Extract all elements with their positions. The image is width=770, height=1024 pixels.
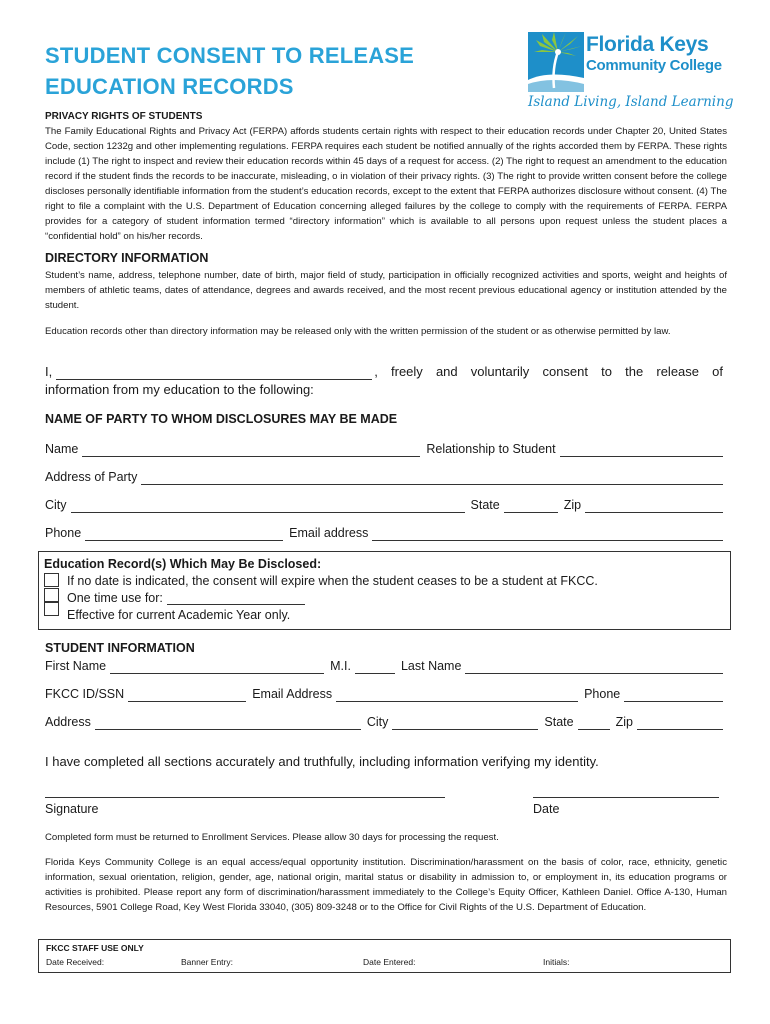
first-name-label: First Name bbox=[45, 659, 107, 673]
student-address-field[interactable] bbox=[95, 716, 361, 730]
records-option-3-label: Effective for current Academic Year only. bbox=[67, 608, 291, 622]
staff-use-box bbox=[38, 939, 731, 973]
party-state-label: State bbox=[470, 498, 500, 512]
signature-label: Signature bbox=[45, 802, 99, 816]
party-city-field[interactable] bbox=[71, 499, 465, 513]
relationship-field[interactable] bbox=[560, 443, 723, 457]
logo-wordmark bbox=[586, 35, 728, 76]
directory-body: Student’s name, address, telephone number, date of birth, major field of study, participation in officially recognized activities and sports, weight and heights of members of athletic teams, dates of attendance, degrees and awards received, and the most recent previous educational agency or institution attended by the student. bbox=[45, 270, 727, 311]
first-name-field[interactable] bbox=[110, 660, 324, 674]
party-name-row bbox=[45, 441, 723, 457]
student-id-row bbox=[45, 686, 723, 702]
party-city-row bbox=[45, 497, 723, 513]
privacy-body: The Family Educational Rights and Privacy Act (FERPA) affords students certain rights with respect to their education records under Chapter 20, United States Code, section 1232g and other implementing regulations. FERPA requires each student be notified annually of the rights accorded them by FERPA. These rights include (1) The right to inspect and review their education records within 45 days of a request for access. (2) The right to request an amendment to the education record if the student finds the records to be inaccurate, misleading, o in violation of their privacy rights. (3) The right to provide written consent before the college discloses personally identifiable information from the student’s education records, except to the extent that FERPA authorizes disclosure without consent. (4) The right to file a complaint with the U.S. Department of Education concerning alleged failures by the college to comply with the requirements of FERPA. FERPA provides for a category of student information termed “directory information” which is available to all persons upon request unless the student places a “confidential hold” on his/her records. bbox=[45, 126, 727, 242]
student-email-field[interactable] bbox=[336, 688, 578, 702]
records-heading: Education Record(s) Which May Be Disclosed: bbox=[44, 557, 322, 571]
palm-tree-icon bbox=[528, 32, 586, 94]
records-option-1-label: If no date is indicated, the consent will expire when the student ceases to be a student at FKCC. bbox=[67, 574, 598, 588]
logo-name-line1: Florida Keys bbox=[586, 33, 709, 56]
records-option-2 bbox=[67, 591, 305, 605]
student-city-field[interactable] bbox=[392, 716, 538, 730]
records-option-2-checkbox[interactable] bbox=[44, 588, 59, 602]
party-phone-field[interactable] bbox=[85, 527, 283, 541]
logo-tagline: Island Living, Island Learning bbox=[528, 94, 734, 110]
last-name-label: Last Name bbox=[400, 659, 462, 673]
student-name-row bbox=[45, 658, 723, 674]
student-heading: STUDENT INFORMATION bbox=[45, 641, 195, 655]
equal-access-statement bbox=[45, 855, 727, 915]
directory-section bbox=[45, 250, 727, 339]
college-logo bbox=[528, 32, 734, 114]
party-email-label: Email address bbox=[289, 526, 369, 540]
consent-prefix: I, bbox=[45, 364, 53, 379]
party-zip-label: Zip bbox=[563, 498, 582, 512]
mi-label: M.I. bbox=[330, 659, 351, 673]
privacy-rights-section bbox=[45, 110, 727, 244]
student-city-label: City bbox=[366, 715, 389, 729]
student-address-label: Address bbox=[45, 715, 91, 729]
student-phone-label: Phone bbox=[584, 687, 621, 701]
student-state-label: State bbox=[544, 715, 574, 729]
party-zip-field[interactable] bbox=[585, 499, 723, 513]
date-field[interactable] bbox=[533, 784, 719, 798]
directory-note: Education records other than directory information may be released only with the written permission of the student or as otherwise permitted by law. bbox=[45, 326, 671, 337]
party-address-field[interactable] bbox=[141, 471, 723, 485]
party-name-label: Name bbox=[45, 442, 79, 456]
party-address-row bbox=[45, 469, 723, 485]
party-phone-row bbox=[45, 525, 723, 541]
return-note bbox=[45, 830, 727, 845]
party-heading: NAME OF PARTY TO WHOM DISCLOSURES MAY BE MADE bbox=[45, 412, 398, 426]
staff-heading: FKCC STAFF USE ONLY bbox=[46, 943, 144, 953]
party-address-label: Address of Party bbox=[45, 470, 138, 484]
date-entered-label: Date Entered: bbox=[363, 957, 416, 967]
student-zip-field[interactable] bbox=[637, 716, 723, 730]
student-zip-label: Zip bbox=[615, 715, 633, 729]
last-name-field[interactable] bbox=[465, 660, 723, 674]
return-note-text: Completed form must be returned to Enrollment Services. Please allow 30 days for processing the request. bbox=[45, 832, 499, 843]
page-title-line2: EDUCATION RECORDS bbox=[45, 74, 294, 99]
page-title bbox=[45, 40, 485, 102]
student-id-field[interactable] bbox=[128, 688, 246, 702]
party-city-label: City bbox=[45, 498, 67, 512]
student-phone-field[interactable] bbox=[624, 688, 723, 702]
records-option-2-label: One time use for: bbox=[67, 591, 163, 605]
student-id-label: FKCC ID/SSN bbox=[45, 687, 125, 701]
signature-field[interactable] bbox=[45, 784, 445, 798]
equal-access-text: Florida Keys Community College is an equal access/equal opportunity institution. Discrimination/harassment on the basis of color, race, ethnicity, genetic information, sexual orientation, religion, gender, age, national origin, marital status or disability in admission to, or employment in, its education programs or activities is prohibited. Please report any form of discrimination/harassment immediately to the College’s Equity Officer, Kathleen Daniel. Office A-130, Human Resources, 5901 College Road, Key West Florida 33040, (305) 809-3248 or to the Office for Civil Rights of the U.S. Department of Education. bbox=[45, 857, 727, 913]
mi-field[interactable] bbox=[355, 660, 395, 674]
consent-line2: information from my education to the following: bbox=[45, 382, 314, 397]
date-received-label: Date Received: bbox=[46, 957, 105, 967]
one-time-use-field[interactable] bbox=[167, 591, 305, 605]
directory-heading: DIRECTORY INFORMATION bbox=[45, 251, 209, 265]
consent-name-field[interactable] bbox=[56, 366, 372, 380]
party-phone-label: Phone bbox=[45, 526, 82, 540]
certification-statement: I have completed all sections accurately and truthfully, including information verifying my identity. bbox=[45, 754, 599, 769]
consent-line bbox=[45, 364, 723, 380]
student-email-label: Email Address bbox=[252, 687, 333, 701]
records-box bbox=[38, 551, 731, 630]
privacy-heading: PRIVACY RIGHTS OF STUDENTS bbox=[45, 111, 203, 122]
date-label: Date bbox=[533, 802, 560, 816]
consent-suffix: , freely and voluntarily consent to the release of bbox=[374, 364, 723, 379]
page-title-line1: STUDENT CONSENT TO RELEASE bbox=[45, 43, 415, 68]
records-option-1-checkbox[interactable] bbox=[44, 573, 59, 587]
relationship-label: Relationship to Student bbox=[426, 442, 556, 456]
student-address-row bbox=[45, 714, 723, 730]
logo-name-line2: Community College bbox=[586, 57, 722, 74]
party-email-field[interactable] bbox=[372, 527, 723, 541]
party-state-field[interactable] bbox=[504, 499, 558, 513]
records-option-3-checkbox[interactable] bbox=[44, 602, 59, 616]
banner-entry-label: Banner Entry: bbox=[181, 957, 233, 967]
student-state-field[interactable] bbox=[578, 716, 610, 730]
party-name-field[interactable] bbox=[82, 443, 420, 457]
initials-label: Initials: bbox=[543, 957, 570, 967]
